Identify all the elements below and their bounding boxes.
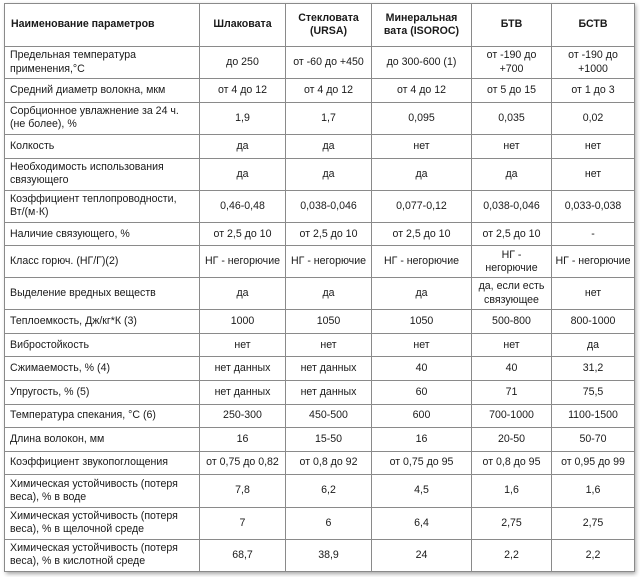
table-row (5, 47, 635, 79)
row-value-cell: нет (200, 333, 286, 357)
table-row (5, 134, 635, 158)
table-row (5, 190, 635, 222)
table-row (5, 381, 635, 405)
header-btv: БТВ (472, 4, 552, 47)
row-value-cell: 0,077-0,12 (372, 190, 472, 222)
row-param-label: Класс горюч. (НГ/Г)(2) (5, 246, 200, 278)
row-value-cell: да (472, 158, 552, 190)
row-value-cell: НГ - негорючие (372, 246, 472, 278)
row-value-cell: от 4 до 12 (200, 79, 286, 103)
row-value-cell: до 250 (200, 47, 286, 79)
row-value-cell: от 0,75 до 0,82 (200, 451, 286, 475)
row-value-cell: 6,4 (372, 507, 472, 539)
row-value-cell: от 2,5 до 10 (286, 222, 372, 246)
row-value-cell: 1050 (286, 310, 372, 334)
row-value-cell: нет (372, 333, 472, 357)
row-value-cell: 16 (200, 428, 286, 452)
row-value-cell: нет (372, 134, 472, 158)
row-param-label: Упругость, % (5) (5, 381, 200, 405)
header-slag-wool: Шлаковата (200, 4, 286, 47)
table-row (5, 278, 635, 310)
row-value-cell: нет (552, 278, 635, 310)
row-value-cell: 1050 (372, 310, 472, 334)
table-row (5, 102, 635, 134)
row-value-cell: да (200, 158, 286, 190)
row-value-cell: от -190 до +700 (472, 47, 552, 79)
row-value-cell: 1,7 (286, 102, 372, 134)
row-value-cell: 7,8 (200, 475, 286, 507)
table-row (5, 451, 635, 475)
row-value-cell: от 2,5 до 10 (200, 222, 286, 246)
table-row (5, 507, 635, 539)
row-value-cell: НГ - негорючие (286, 246, 372, 278)
row-param-label: Химическая устойчивость (потеря веса), % в кислотной среде (5, 539, 200, 571)
row-value-cell: 4,5 (372, 475, 472, 507)
row-value-cell: 700-1000 (472, 404, 552, 428)
row-param-label: Химическая устойчивость (потеря веса), % в щелочной среде (5, 507, 200, 539)
row-value-cell: 0,033-0,038 (552, 190, 635, 222)
row-param-label: Необходимость использования связующего (5, 158, 200, 190)
row-value-cell: нет данных (200, 357, 286, 381)
row-param-label: Сорбционное увлажнение за 24 ч. (не более), % (5, 102, 200, 134)
row-param-label: Выделение вредных веществ (5, 278, 200, 310)
row-value-cell: от -190 до +1000 (552, 47, 635, 79)
row-value-cell: нет (552, 158, 635, 190)
row-param-label: Средний диаметр волокна, мкм (5, 79, 200, 103)
row-value-cell: 1,6 (552, 475, 635, 507)
table-row (5, 404, 635, 428)
table-row (5, 475, 635, 507)
table-header-row (5, 4, 635, 47)
header-param: Наименование параметров (5, 4, 200, 47)
row-param-label: Вибростойкость (5, 333, 200, 357)
row-value-cell: 20-50 (472, 428, 552, 452)
table-row (5, 539, 635, 571)
row-value-cell: 50-70 (552, 428, 635, 452)
row-value-cell: 6,2 (286, 475, 372, 507)
row-value-cell: да (200, 278, 286, 310)
row-value-cell: 450-500 (286, 404, 372, 428)
row-value-cell: от -60 до +450 (286, 47, 372, 79)
row-value-cell: 600 (372, 404, 472, 428)
row-value-cell: да (552, 333, 635, 357)
row-value-cell: 2,75 (552, 507, 635, 539)
row-value-cell: нет данных (286, 381, 372, 405)
row-param-label: Коэффициент звукопоглощения (5, 451, 200, 475)
row-param-label: Теплоемкость, Дж/кг*К (3) (5, 310, 200, 334)
row-value-cell: да (372, 278, 472, 310)
row-value-cell: 0,038-0,046 (472, 190, 552, 222)
row-value-cell: 0,02 (552, 102, 635, 134)
row-value-cell: от 5 до 15 (472, 79, 552, 103)
row-value-cell: НГ - негорючие (552, 246, 635, 278)
row-value-cell: 2,2 (472, 539, 552, 571)
row-value-cell: 24 (372, 539, 472, 571)
row-value-cell: 6 (286, 507, 372, 539)
row-value-cell: 0,46-0,48 (200, 190, 286, 222)
row-param-label: Сжимаемость, % (4) (5, 357, 200, 381)
row-value-cell: от 0,95 до 99 (552, 451, 635, 475)
header-mineral-wool: Минеральная вата (ISOROC) (372, 4, 472, 47)
row-param-label: Температура спекания, °С (6) (5, 404, 200, 428)
row-value-cell: 1,6 (472, 475, 552, 507)
row-value-cell: 60 (372, 381, 472, 405)
row-value-cell: 500-800 (472, 310, 552, 334)
row-value-cell: от 2,5 до 10 (472, 222, 552, 246)
row-value-cell: 250-300 (200, 404, 286, 428)
row-value-cell: от 2,5 до 10 (372, 222, 472, 246)
row-value-cell: 1,9 (200, 102, 286, 134)
row-value-cell: да, если есть связующее (472, 278, 552, 310)
row-value-cell: от 0,75 до 95 (372, 451, 472, 475)
row-param-label: Коэффициент теплопроводности, Вт/(м·К) (5, 190, 200, 222)
table-row (5, 158, 635, 190)
table-row (5, 246, 635, 278)
row-value-cell: 7 (200, 507, 286, 539)
row-value-cell: нет (286, 333, 372, 357)
row-value-cell: 16 (372, 428, 472, 452)
table-row (5, 428, 635, 452)
row-value-cell: от 0,8 до 95 (472, 451, 552, 475)
row-value-cell: от 4 до 12 (286, 79, 372, 103)
row-value-cell: 40 (472, 357, 552, 381)
table-row (5, 333, 635, 357)
row-value-cell: нет данных (200, 381, 286, 405)
row-param-label: Колкость (5, 134, 200, 158)
row-value-cell: 800-1000 (552, 310, 635, 334)
row-value-cell: 0,095 (372, 102, 472, 134)
row-value-cell: 0,038-0,046 (286, 190, 372, 222)
table-row (5, 310, 635, 334)
row-value-cell: 15-50 (286, 428, 372, 452)
row-value-cell: да (200, 134, 286, 158)
insulation-comparison-table (4, 3, 635, 572)
row-value-cell: да (286, 278, 372, 310)
row-value-cell: 0,035 (472, 102, 552, 134)
row-value-cell: 1100-1500 (552, 404, 635, 428)
row-value-cell: да (372, 158, 472, 190)
row-param-label: Химическая устойчивость (потеря веса), % в воде (5, 475, 200, 507)
row-value-cell: нет данных (286, 357, 372, 381)
row-value-cell: - (552, 222, 635, 246)
row-value-cell: от 4 до 12 (372, 79, 472, 103)
row-value-cell: 71 (472, 381, 552, 405)
row-value-cell: НГ - негорючие (200, 246, 286, 278)
row-value-cell: 38,9 (286, 539, 372, 571)
row-value-cell: 1000 (200, 310, 286, 334)
row-value-cell: от 1 до 3 (552, 79, 635, 103)
row-value-cell: да (286, 134, 372, 158)
row-value-cell: 75,5 (552, 381, 635, 405)
header-glass-wool: Стекловата (URSA) (286, 4, 372, 47)
table-row (5, 79, 635, 103)
row-param-label: Длина волокон, мм (5, 428, 200, 452)
row-value-cell: 2,2 (552, 539, 635, 571)
row-value-cell: нет (552, 134, 635, 158)
row-value-cell: да (286, 158, 372, 190)
row-value-cell: 40 (372, 357, 472, 381)
row-value-cell: нет (472, 333, 552, 357)
comparison-table-frame (4, 3, 634, 572)
row-value-cell: 68,7 (200, 539, 286, 571)
row-value-cell: нет (472, 134, 552, 158)
table-row (5, 357, 635, 381)
row-param-label: Предельная температура применения,°С (5, 47, 200, 79)
header-bstv: БСТВ (552, 4, 635, 47)
row-param-label: Наличие связующего, % (5, 222, 200, 246)
row-value-cell: от 0,8 до 92 (286, 451, 372, 475)
table-row (5, 222, 635, 246)
row-value-cell: НГ - негорючие (472, 246, 552, 278)
row-value-cell: до 300-600 (1) (372, 47, 472, 79)
row-value-cell: 2,75 (472, 507, 552, 539)
row-value-cell: 31,2 (552, 357, 635, 381)
